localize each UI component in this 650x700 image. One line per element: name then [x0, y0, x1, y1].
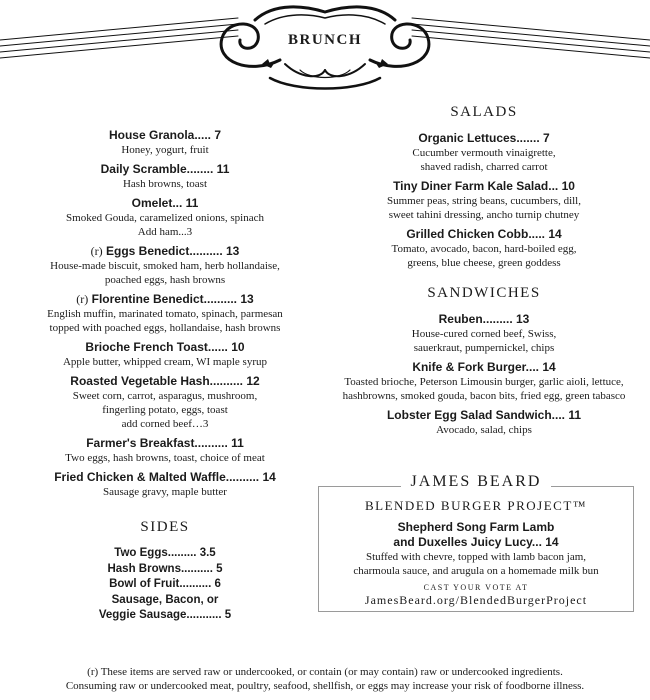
menu-item: [0, 470, 330, 499]
menu-item-desc: sauerkraut, pumpernickel, chips: [413, 342, 555, 354]
menu-item-desc: Honey, yogurt, fruit: [121, 144, 209, 156]
menu-item-name: [318, 179, 650, 194]
james-beard-subtitle: BLENDED BURGER PROJECT™: [364, 498, 588, 513]
menu-item-name: [318, 131, 650, 146]
menu-item-name: [0, 244, 330, 259]
menu-item-desc: fingerling potato, eggs, toast: [102, 404, 228, 416]
menu-item-desc: Cucumber vermouth vinaigrette,: [412, 147, 556, 159]
menu-item-title: Lobster Egg Salad Sandwich.... 11: [386, 408, 582, 422]
menu-item-desc: hashbrowns, smoked gouda, bacon bits, fried egg, green tabasco: [342, 390, 626, 402]
menu-item-name: [0, 340, 330, 355]
menu-item-title: Fried Chicken & Malted Waffle.......... 14: [54, 470, 276, 484]
page-title: BRUNCH: [287, 32, 362, 48]
menu-item-name: [0, 196, 330, 211]
menu-item-desc: Avocado, salad, chips: [436, 424, 532, 436]
sides-title: SIDES: [140, 519, 190, 535]
raw-mark: (r): [76, 292, 89, 306]
right-column: [318, 103, 650, 442]
raw-mark: (r): [90, 244, 103, 258]
side-item: Hash Browns.......... 5: [107, 562, 223, 575]
menu-item-desc: House-made biscuit, smoked ham, herb hollandaise,: [50, 260, 280, 272]
salads-list: [318, 131, 650, 270]
menu-item: [318, 408, 650, 437]
vote-url: JamesBeard.org/BlendedBurgerProject: [364, 593, 588, 607]
menu-item-name: [0, 470, 330, 485]
menu-item-desc: Smoked Gouda, caramelized onions, spinach: [66, 212, 264, 224]
menu-item-desc: House-cured corned beef, Swiss,: [411, 328, 557, 340]
sides-list: [0, 546, 330, 624]
menu-item-title: Grilled Chicken Cobb..... 14: [406, 227, 562, 241]
james-beard-box: [318, 486, 634, 612]
sandwiches-title: SANDWICHES: [427, 285, 541, 301]
menu-item-desc: Sausage gravy, maple butter: [103, 486, 227, 498]
menu-item: [318, 227, 650, 270]
footnote: [0, 665, 650, 693]
menu-item: [0, 162, 330, 191]
menu-item-desc: topped with poached eggs, hollandaise, hash browns: [49, 322, 281, 334]
menu-item-name: [318, 408, 650, 423]
side-item: Sausage, Bacon, or: [111, 593, 219, 606]
menu-item-title: Eggs Benedict.......... 13: [105, 244, 240, 258]
menu-item-name: [318, 312, 650, 327]
footnote-line-1: (r) These items are served raw or undercooked, or contain (or may contain) raw or undercooked ingredients.: [87, 666, 563, 678]
menu-item: [0, 244, 330, 287]
menu-item-desc: Sweet corn, carrot, asparagus, mushroom,: [72, 390, 258, 402]
menu-item: [0, 292, 330, 335]
header-ornament: [0, 0, 650, 95]
menu-item-desc: Toasted brioche, Peterson Limousin burger, garlic aioli, lettuce,: [344, 376, 624, 388]
menu-item-desc: greens, blue cheese, green goddess: [407, 257, 561, 269]
menu-item-desc: add corned beef…3: [121, 418, 209, 430]
james-beard-item-desc-2: charmoula sauce, and arugula on a homemade milk bun: [353, 565, 599, 577]
menu-item: [318, 179, 650, 222]
menu-item-title: Daily Scramble........ 11: [100, 162, 230, 176]
menu-item-title: Reuben......... 13: [438, 312, 530, 326]
menu-item-desc: shaved radish, charred carrot: [420, 161, 548, 173]
james-beard-title: [318, 473, 634, 491]
menu-item-name: [318, 360, 650, 375]
side-item: Bowl of Fruit.......... 6: [109, 578, 221, 590]
brunch-section: [0, 128, 330, 504]
james-beard-title-text: JAMES BEARD: [401, 473, 552, 490]
menu-item-name: [0, 162, 330, 177]
menu-item-desc: Tomato, avocado, bacon, hard-boiled egg,: [391, 243, 577, 255]
menu-item-desc: poached eggs, hash browns: [104, 274, 226, 286]
menu-item-title: Brioche French Toast...... 10: [85, 340, 245, 354]
menu-item-title: Farmer's Breakfast.......... 11: [86, 436, 244, 450]
menu-item-desc: English muffin, marinated tomato, spinach, parmesan: [47, 308, 283, 320]
menu-item-desc: Hash browns, toast: [122, 178, 208, 190]
menu-item-desc: sweet tahini dressing, ancho turnip chutney: [388, 209, 580, 221]
menu-item-title: Tiny Diner Farm Kale Salad... 10: [393, 179, 575, 193]
james-beard-item-desc-1: Stuffed with chevre, topped with lamb bacon jam,: [365, 551, 587, 563]
menu-item-title: Omelet... 11: [131, 196, 199, 210]
menu-item: [318, 131, 650, 174]
menu-item-title: Organic Lettuces....... 7: [418, 131, 550, 145]
menu-item: [318, 360, 650, 403]
menu-item: [0, 128, 330, 157]
menu-item: [0, 340, 330, 369]
menu-item-desc: Apple butter, whipped cream, WI maple syrup: [62, 356, 267, 368]
menu-item-name: [0, 292, 330, 307]
menu-item-title: Roasted Vegetable Hash.......... 12: [70, 374, 260, 388]
menu-item-title: Knife & Fork Burger.... 14: [412, 360, 556, 374]
menu-item-desc: Two eggs, hash browns, toast, choice of meat: [65, 452, 265, 464]
menu-item-name: [0, 436, 330, 451]
menu-item: [0, 196, 330, 239]
james-beard-item-name-2: and Duxelles Juicy Lucy... 14: [393, 535, 559, 549]
footnote-line-2: Consuming raw or undercooked meat, poultry, seafood, shellfish, or eggs may increase your risk of foodborne illness.: [65, 680, 585, 692]
sandwiches-list: [318, 312, 650, 437]
menu-item-name: [0, 374, 330, 389]
side-item: Two Eggs......... 3.5: [114, 547, 216, 559]
menu-item-name: [0, 128, 330, 143]
menu-item-title: Florentine Benedict.......... 13: [91, 292, 254, 306]
menu-item: [0, 436, 330, 465]
menu-item: [0, 374, 330, 431]
side-item: Veggie Sausage........... 5: [98, 609, 232, 621]
menu-item-title: House Granola..... 7: [108, 128, 222, 142]
vote-label: CAST YOUR VOTE AT: [423, 583, 529, 592]
menu-item: [318, 312, 650, 355]
menu-item-desc: Add ham...3: [137, 226, 193, 238]
menu-item-name: [318, 227, 650, 242]
james-beard-item: [319, 520, 633, 578]
james-beard-item-name-1: Shepherd Song Farm Lamb: [397, 520, 555, 534]
salads-title: SALADS: [450, 104, 518, 120]
menu-item-desc: Summer peas, string beans, cucumbers, dill,: [387, 195, 581, 207]
sides-section: [0, 518, 330, 624]
